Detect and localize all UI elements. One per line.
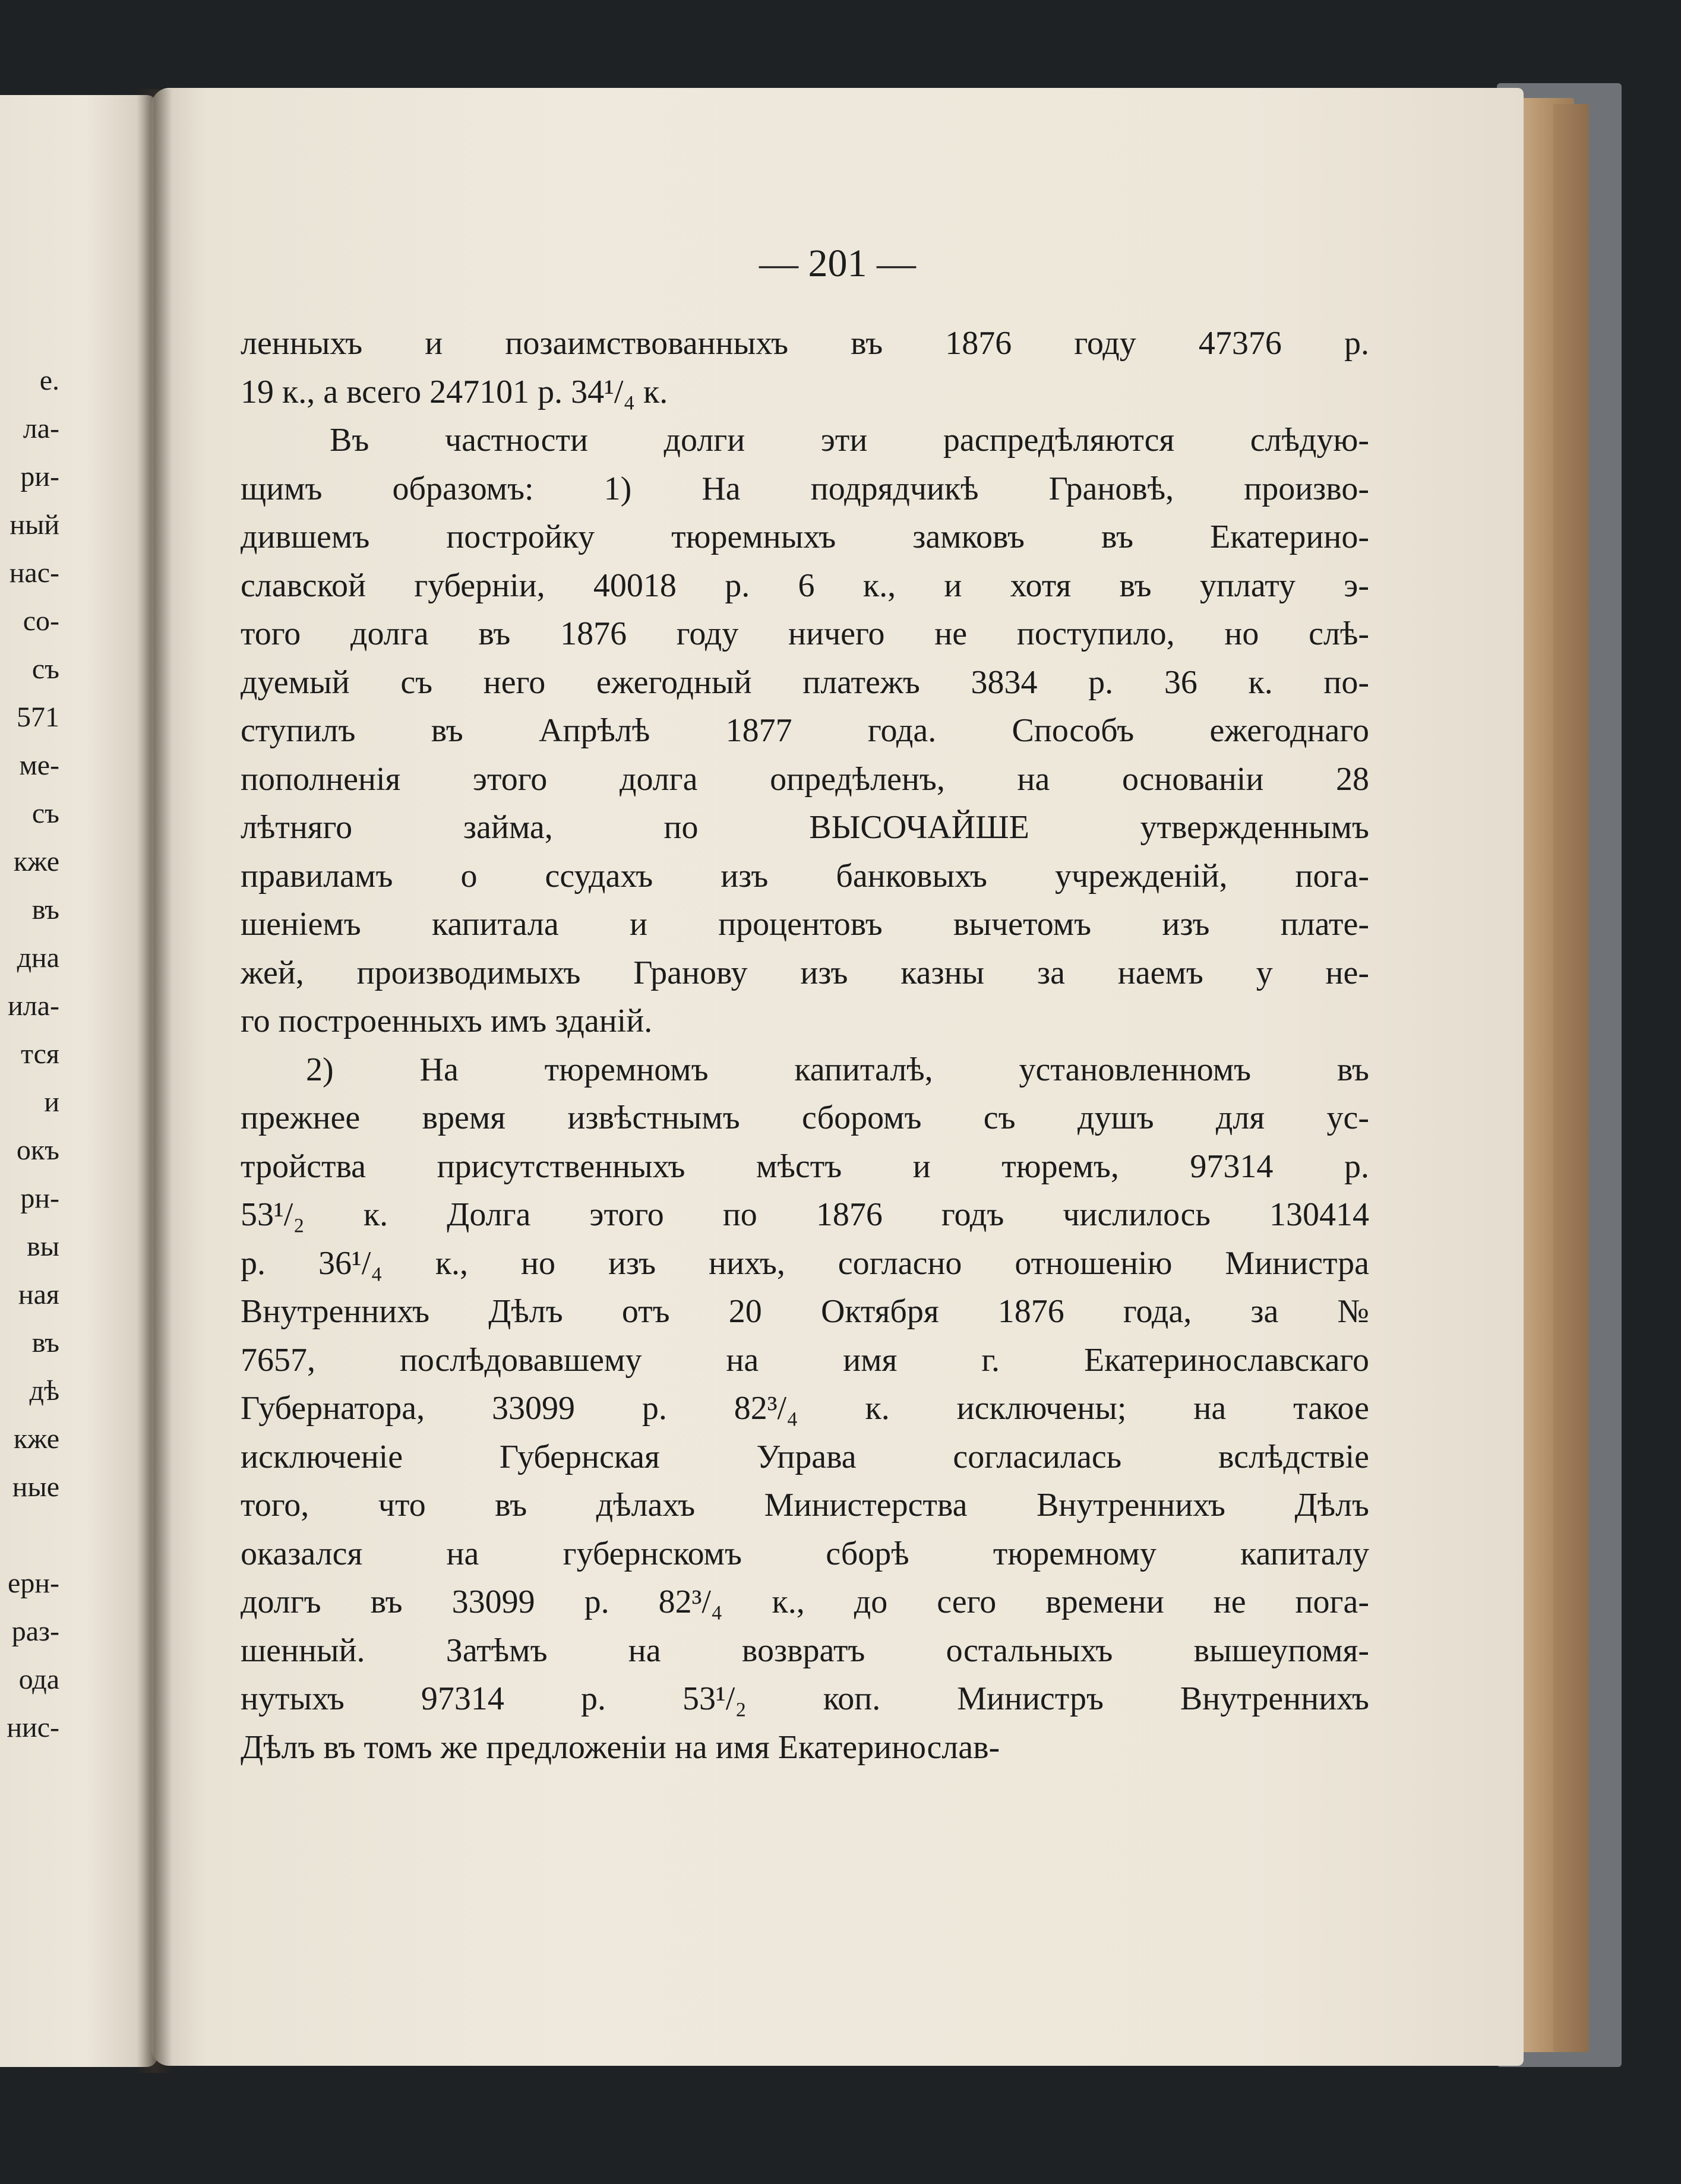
page-number: — 201 — (759, 242, 916, 285)
left-page-fragment: нис- (7, 1712, 59, 1743)
left-page-fragment: ная (18, 1279, 59, 1310)
left-page-fragment: съ (31, 653, 59, 685)
text-line: ступилъ въ Апрѣлѣ 1877 года. Способъ ежегоднаго (241, 712, 1369, 749)
left-page-fragment: кже (13, 1423, 59, 1455)
text-line: прежнее время извѣстнымъ сборомъ съ душъ для ус- (241, 1099, 1369, 1136)
left-page-fragment: тся (21, 1038, 59, 1070)
left-page (0, 95, 157, 2067)
text-line: пополненія этого долга опредѣленъ, на основаніи 28 (241, 760, 1369, 798)
page-body-text (241, 320, 1369, 1772)
left-page-fragment (0, 1511, 59, 1559)
right-page (151, 88, 1524, 2066)
text-line: 7657, послѣдовавшему на имя г. Екатеринославскаго (241, 1341, 1369, 1379)
text-line: Губернатора, 33099 р. 82³/₄ к. исключены; на такое (241, 1390, 1369, 1427)
text-line: ленныхъ и позаимствованныхъ въ 1876 году 47376 р. (241, 325, 1369, 362)
left-page-fragment: съ (31, 798, 59, 829)
text-line: славской губерніи, 40018 р. 6 к., и хотя въ уплату э- (241, 567, 1369, 604)
text-line: того, что въ дѣлахъ Министерства Внутреннихъ Дѣлъ (241, 1487, 1369, 1524)
left-page-fragment: рн- (20, 1183, 59, 1214)
text-line: 2) На тюремномъ капиталѣ, установленномъ въ (306, 1051, 1369, 1088)
text-line: Дѣлъ въ томъ же предложеніи на имя Екатеринослав- (241, 1728, 1000, 1766)
left-page-fragment: со- (23, 605, 59, 637)
text-line: щимъ образомъ: 1) На подрядчикѣ Грановѣ, произво- (241, 470, 1369, 507)
text-line: 53¹/₂ к. Долга этого по 1876 годъ числилось 130414 (241, 1196, 1369, 1233)
text-line: правиламъ о ссудахъ изъ банковыхъ учрежденій, пога- (241, 857, 1369, 895)
left-page-fragment: ода (18, 1664, 59, 1695)
text-line: долгъ въ 33099 р. 82³/₄ к., до сего времени не пога- (241, 1584, 1369, 1620)
left-page-fragment: ерн- (8, 1567, 59, 1599)
left-page-fragment: ный (10, 509, 59, 541)
book-spine-shadow (137, 89, 172, 2073)
left-page-fragment: ри- (20, 461, 59, 492)
left-page-fragment: въ (31, 894, 59, 925)
left-page-fragment: и (44, 1086, 59, 1118)
left-page-fragment: ила- (8, 990, 59, 1022)
text-line: Внутреннихъ Дѣлъ отъ 20 Октября 1876 года, за № (241, 1293, 1369, 1330)
text-line: тройства присутственныхъ мѣстъ и тюремъ, 97314 р. (241, 1148, 1369, 1185)
text-line: нутыхъ 97314 р. 53¹/₂ коп. Министръ Внутреннихъ (241, 1680, 1369, 1717)
left-page-fragment: нас- (9, 557, 59, 589)
text-line: 19 к., а всего 247101 р. 34¹/₄ к. (241, 373, 668, 410)
text-line: исключеніе Губернская Управа согласилась вслѣдствіе (241, 1438, 1369, 1475)
left-page-fragment: дѣ (29, 1375, 59, 1407)
left-page-fragment: ла- (23, 413, 59, 444)
text-line: шеніемъ капитала и процентовъ вычетомъ изъ плате- (241, 906, 1369, 943)
left-page-fragment: вы (27, 1231, 59, 1262)
text-line: дившемъ постройку тюремныхъ замковъ въ Екатерино- (241, 519, 1369, 555)
text-line: р. 36¹/₄ к., но изъ нихъ, согласно отношенію Министра (241, 1244, 1369, 1282)
left-page-fragment: 571 (17, 701, 59, 733)
text-line: лѣтняго займа, по ВЫСОЧАЙШЕ утвержденнымъ (241, 809, 1369, 846)
left-page-fragment: окъ (16, 1134, 59, 1166)
text-line: дуемый съ него ежегодный платежъ 3834 р. 36 к. по- (241, 663, 1369, 701)
text-line: жей, производимыхъ Гранову изъ казны за наемъ у не- (241, 954, 1369, 991)
left-page-fragment: е. (39, 365, 59, 396)
left-page-fragment: дна (17, 942, 59, 974)
left-page-fragment: ные (12, 1471, 59, 1503)
text-line: го построенныхъ имъ зданій. (241, 1003, 653, 1039)
left-page-fragment: раз- (11, 1616, 59, 1647)
left-page-fragment: въ (31, 1327, 59, 1358)
page-edges-inner (1553, 104, 1589, 2052)
left-page-fragment: кже (13, 846, 59, 877)
left-page-text-fragments (0, 356, 59, 1752)
text-line: оказался на губернскомъ сборѣ тюремному капиталу (241, 1535, 1369, 1572)
left-page-fragment: ме- (19, 750, 59, 781)
text-line: того долга въ 1876 году ничего не поступило, но слѣ- (241, 615, 1369, 652)
text-line: Въ частности долги эти распредѣляются слѣдую- (330, 422, 1369, 459)
text-line: шенный. Затѣмъ на возвратъ остальныхъ вышеупомя- (241, 1632, 1369, 1669)
